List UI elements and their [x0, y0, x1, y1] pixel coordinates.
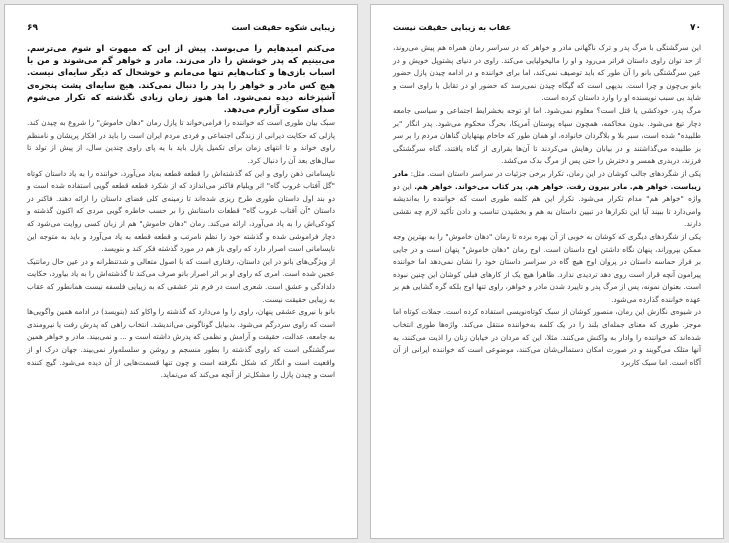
body-paragraph: این سرگشتگی با مرگ پدر و ترک ناگهانی مادر و خواهر که در سراسر رمان همراه هم پیش می‌روند، از حد توان راوی داستان فراتر می‌رود و او را مالیخولیایی می‌کند. راوی در دنیای پشتوپل خویش و در عین سرگشتگی بانو را آن طور که باید توصیف نمی‌کند، اما برای خواننده و در ادامه چیدن پازل حضور بانو بی‌چون و چرا است. بدیهی است که گیگاه چیدن نمی‌رسد که حضور او در تقابل با راوی است و شاید بی سبب نویسنده او را وارد داستان کرده است. — [393, 43, 701, 103]
page-number: ۷۰ — [690, 23, 701, 33]
page-header — [393, 23, 701, 33]
body-paragraph: در شیوه‌ی نگارش این رمان، منصور کوشان از سبک کوتاه‌نویسی استفاده کرده است. جملات کوتاه اما موجز. طوری که معنای جمله‌ای بلند را در یک کلمه به‌خواننده منتقل می‌کند. واژه‌ها طوری انتخاب شده‌اند که خواننده را وادار به واکنش می‌کنند. مثلا، این که مردان در خیابان زنان را اذیت می‌کنند، به آنها متلک می‌گویند و در صورت امکان دستمالی‌شان می‌کنند، موضوعی است که خواننده ایرانی از آن آگاه است. اما سبک کاربرد — [393, 307, 701, 367]
page-number: ۶۹ — [27, 23, 38, 33]
lead-paragraph: می‌کنم امیدهایم را می‌بوسد. پیش از این که مبهوت او شوم می‌ترسم. می‌بینیم که پدر خوشش را دار می‌زند. مادر و خواهر گم می‌شوند و من با اسباب بازی‌ها و کتاب‌هایم تنها می‌مانم و خوشحال که دیگر سایه‌ای نیست. هیچ کس مادر و خواهر را پدر را دنبال نمی‌کند. هیچ سایه‌ای پشت پنجره‌ی آشپزخانه دیده نمی‌شود. اما هنوز زمان زیادی نگذشته که تکرار می‌شوم صدای سکوت آزارم می‌دهد. — [27, 43, 335, 115]
body-paragraph: سبک بیان طوری است که خواننده را فرامی‌خواند تا پازل رمان "دهان خاموش" را شروع به چیدن کند. پازلی که حکایت دیرانی از زندگی اجتماعی و فردی مردم ایران است را باید در افکار پریشان و نامنظم راوی خواند و تا انتهای زمان برای تکمیل پازل باید با یه پای راوی چندین سال، از پیش از تولد تا سال‌های بعد آن را دنبال کرد. — [27, 118, 335, 165]
right-page — [370, 4, 724, 539]
body-paragraph: مرگ پدر، خودکشی یا قتل است؟ معلوم نمی‌شود. اما او توجه بخشرایط اجتماعی و سیاسی جامعه دچار تیغ می‌شود. بدون محاکمه، همچون سپاه پوستان آمریکا، بحرگ محکوم می‌شود. پدر انگار "بر طلبیده" شده است، سبر بلا و بلاگردان خانواده، او همان طور که خاخام بهتهایان گناهان مردم را بر سر بز طلبیده می‌گذاشتند و در بیابان رهایش می‌کردند تا آن‌ها بقراری از گناه یافتند، گناه سرگشتگی فرزند، دربدری همسر و دخترش را حتی پس از مرگ بدک می‌کشد. — [393, 105, 701, 166]
running-title: عقاب به زیبایی حقیقت نیست — [393, 23, 512, 32]
left-page — [4, 4, 358, 539]
emphasized-sentence: مادر زیباست. خواهر هم. مادر بیرون رفت. خواهر هم. پدر کتاب می‌خواند. خواهر هم. — [393, 168, 702, 191]
body-paragraph: از ویژگی‌های بانو در این داستان، رفتاری است که با اصول متعالی و شدتنظرانه و در عین حال رمانتیک عجین شده است. امری که راوی او بر اثر اصرار بانو صرف می‌کند تا گذشته‌اش را به یاد بیاورد، حکایت دلدادگی و عشق است. شعری است در فرم نثر عشقی که به زیبایی فلسفه نیست همانطور که عقاب به زیبایی حقیقت نیست. — [27, 256, 335, 304]
body-paragraph: یکی از شگردهای دیگری که کوشان به خوبی از آن بهره برده تا رمان "دهان خاموش" را به بهترین وجه ممکن بپروراند، پنهان نگاه داشتن اوج داستان است. اوج رمان "دهان خاموش" پنهان است و در جایی بر فراز حماسه داستان در پروان اوج هیچ گاه در سراسر داستان خود را نشان نمی‌دهد اما خواننده پیرامون آنچه قرار است روی دهد تردیدی ندارد. ظاهرا هیچ یک از کارهای فبلی کوشان این چنین نبوده است. بعنوان نمونه، پس از مرگ پدر و تاییرد شدن مادر و خواهر، راوی تنها اوج بلکه گره گشایی هم بر عهده خواننده گذارده می‌شود. — [393, 231, 701, 304]
body-paragraph: بانو با نیروی عشقی پنهان، راوی را وا می‌دارد که گذشته را واکاو کند (بنویسد) در ادامه همین واگویی‌ها است که راوی سردرگم می‌شود. بدبیایل گوناگونی می‌اندیشد. انتخاب راهی که پدرش رفت یا نیرومندی به جامعه، عدالت، حقیقت و آرامش و نظمی که پدرش داشته است و ... و نمی‌بیند. مادر و خواهر همین سرگشتگی است که راوی گذشته را بطور منسجم و روشن و سلسله‌وار نمی‌بیند. جهان درک او از واقعیت است و انگار که شکل نگرفته است و چون تنها قسمت‌هایی از آن دیده می‌شود. گیج کننده است و چیدن پازل را مشکل‌تر از آنچه می‌کند که می‌نماید. — [27, 307, 335, 380]
page-header — [27, 23, 335, 33]
running-title: زیبایی شکوه حقیقت است — [231, 23, 335, 32]
body-paragraph: ناپسامانی ذهن راوی و این که گذشته‌اش را قطعه قطعه به‌یاد می‌آورد، خواننده را به یاد داستان کوتاه "گل آفتاب غروب گاه" اثر ویلیام فاکنر می‌اندازد که از شکرد قطعه قطعه گویی استفاده شده است و دو بند اول داستان طوری طرح ریزی شده‌اند تا زمینه‌ی کلی فضای داستان را ارائه دهند. فاکنر در داستان "آن آفتاب غروب گاه" قطعات داستانش را بر حسب خاطره گویی مردی که اکنون گذشته و کودکی‌اش را به یاد می‌آورد، ارائه می‌کند. رمان "دهان خاموش" هم از زبان کسی روایت می‌شود که دچار فراموشی شده و گذشته خود را نظم نامرتب و قطعه قطعه به یاد می‌آورد و باید به متوجه این ناپسامانی است اصرار دارد که راوی باز هم در مورد گذشته فکر کند و بنویسد. — [27, 168, 335, 254]
body-paragraph-with-emphasis: یکی از شگردهای جالب کوشان در این رمان، تکرار برخی جزئیات در سراسر داستان است. مثل: مادر زیباست. خواهر هم. مادر بیرون رفت. خواهر هم. پدر کتاب می‌خواند. خواهر هم. این دو واژه "خواهر هم" مدام تکرار می‌شود. تکرار این هم کلمه طوری است که خواننده را به‌اندیشه وامی‌دارد تا ببیند آیا این تکرارها در تبیین داستان به هم و بخشیدن تناسب و دادن تأکید لازم چه نقشی دارند. — [393, 168, 702, 229]
